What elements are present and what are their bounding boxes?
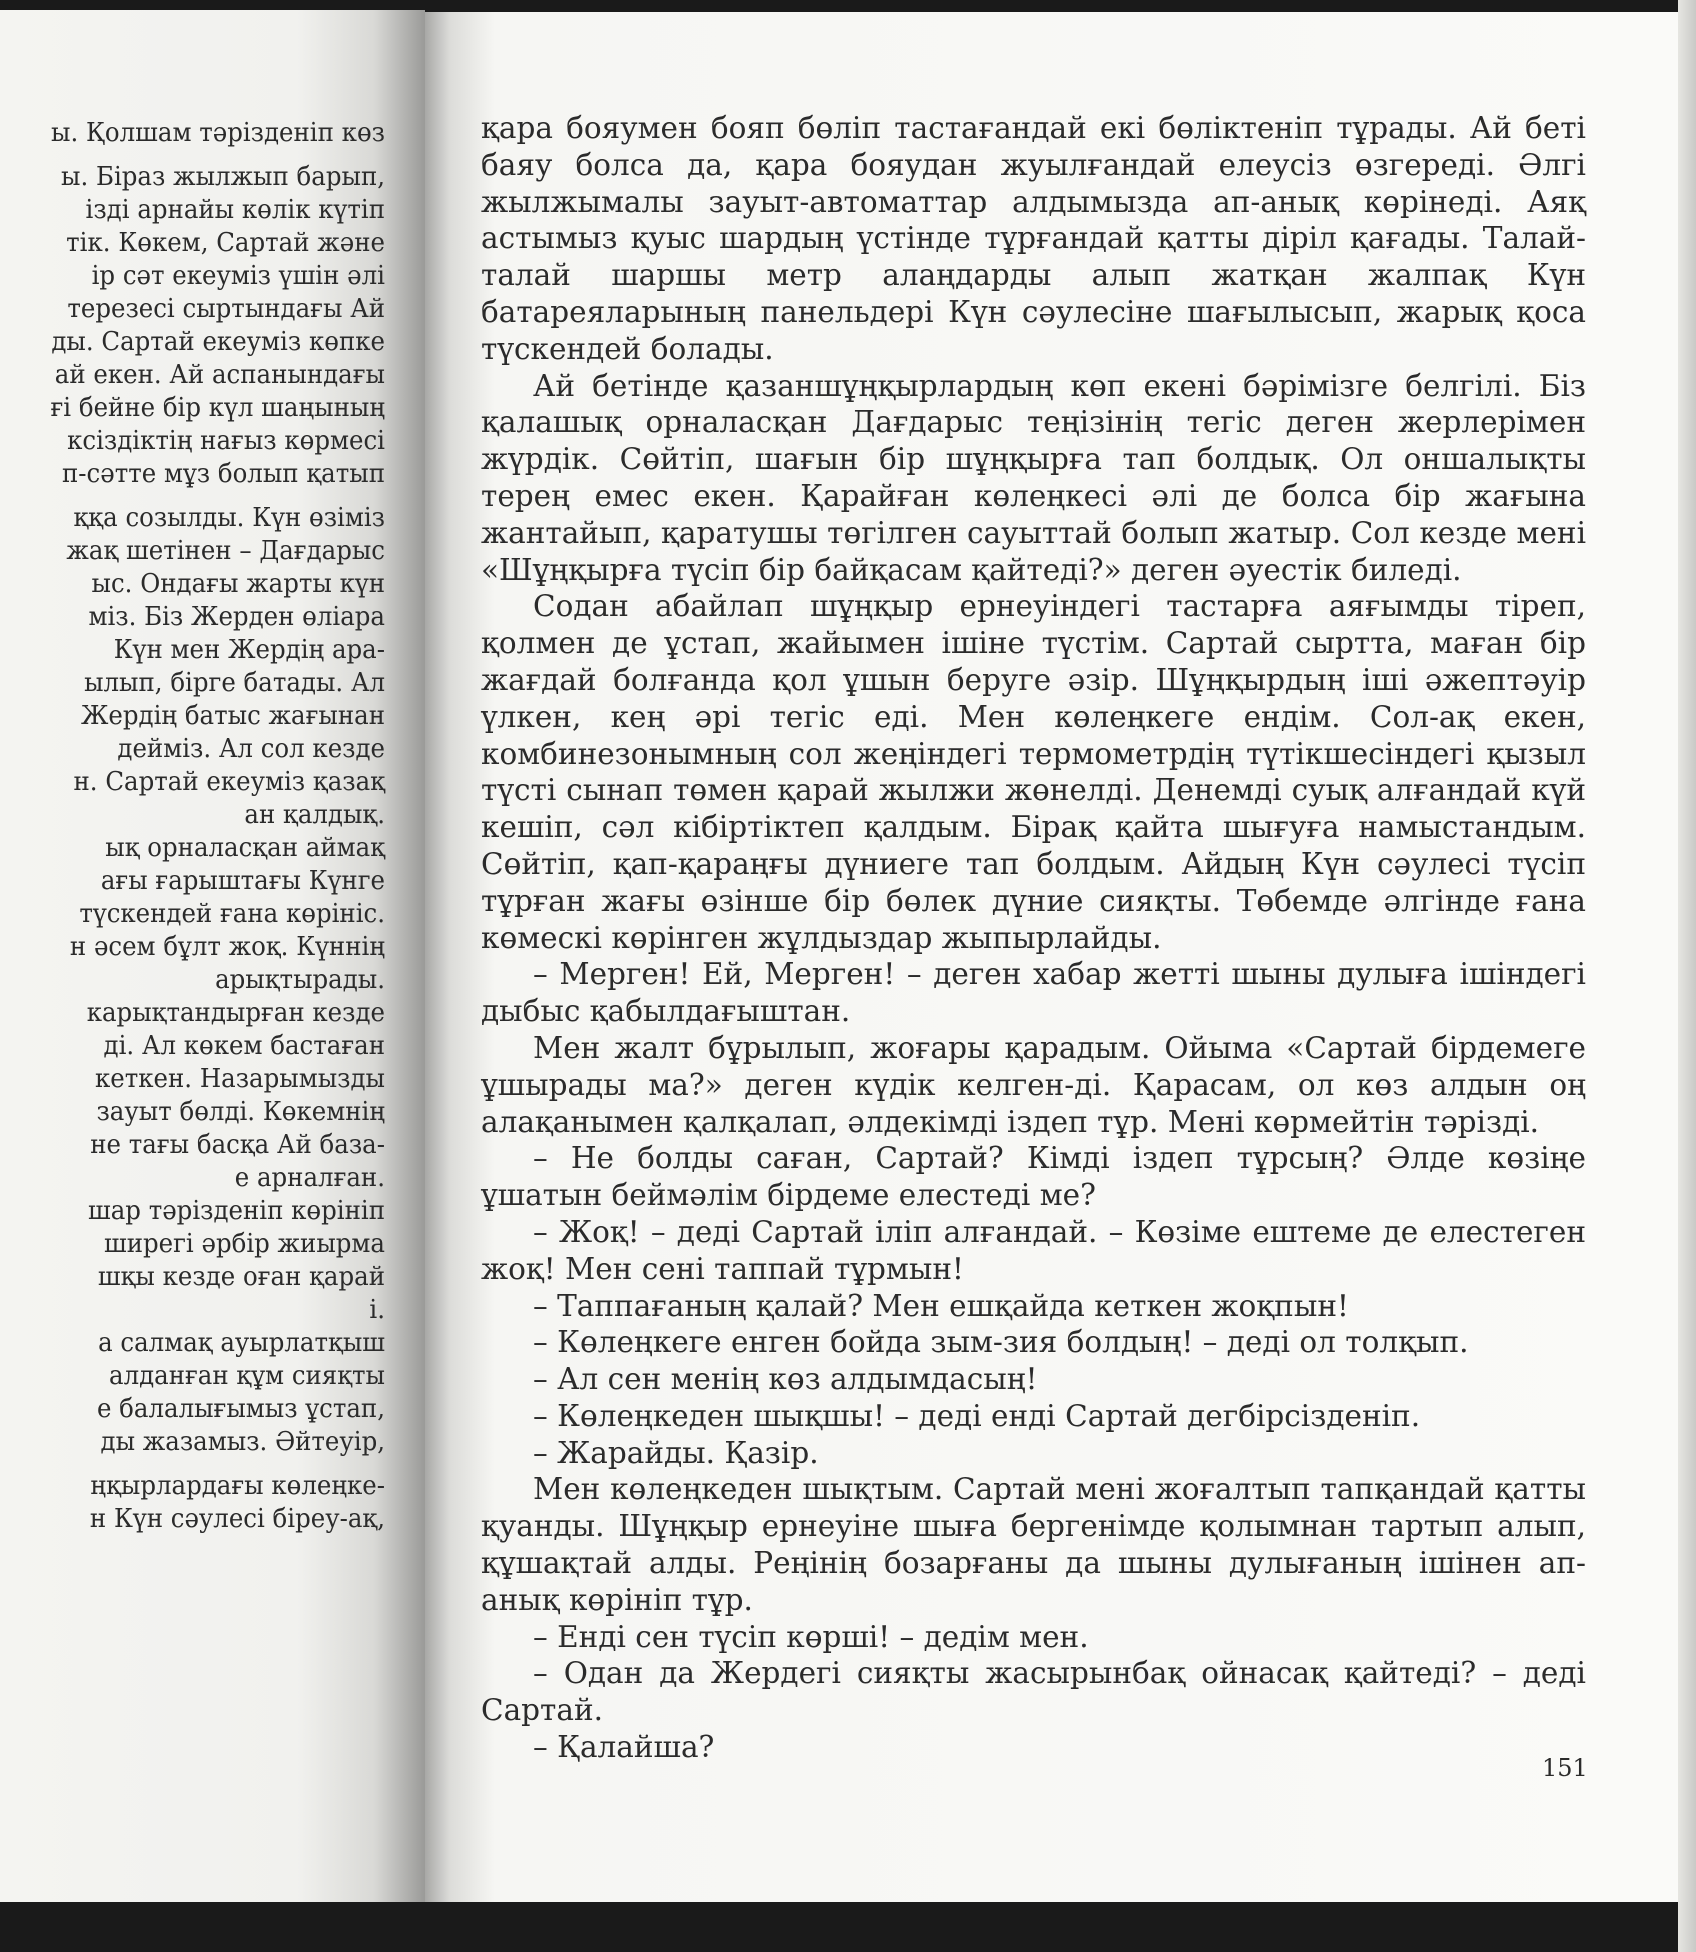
- left-page-line: не тағы басқа Ай база-: [90, 1130, 385, 1160]
- left-page-line: [0, 491, 385, 502]
- paragraph: Ай бетінде қазаншұңқырлардың көп екені бәрімізге белгілі. Біз қалашық орналасқан Дағдарыс теңізінің тегіс деген жерлерімен жүрдік. Сөйтіп, шағын бір шұңқырға тап болдық. Ол оншалықты терең емес екен. Қарайған көлеңкесі әлі де болса бір жағына жантайып, қаратушы төгілген сауыттай болып жатыр. Сол кезде мені «Шұңқырға түсіп бір байқасам қайтеді?» деген әуестік биледі.: [481, 368, 1586, 587]
- paragraph: – Көлеңкеден шықшы! – деді енді Сартай дегбірсізденіп.: [533, 1398, 1421, 1433]
- left-page-line: терезесі сыртындағы Ай: [67, 294, 386, 324]
- paragraph: Мен көлеңкеден шықтым. Сартай мені жоғалтып тапқандай қатты қуанды. Шұңқыр ернеуіне шыға бергенімде қолымнан тартып алып, құшақтай алды. Реңінің бозарғаны да шыны дулығаның ішінен ап-анық көрініп тұр.: [481, 1472, 1586, 1617]
- left-page-line: зауыт бөлді. Көкемнің: [96, 1097, 385, 1127]
- left-page-line: Жердің батыс жағынан: [80, 701, 385, 731]
- paragraph: – Көлеңкеге енген бойда зым-зия болдың! – деді ол толқып.: [533, 1325, 1469, 1360]
- paragraph: – Не болды саған, Сартай? Кімді іздеп тұрсың? Әлде көзіңе ұшатын беймәлім бірдеме елестеді ме?: [481, 1141, 1586, 1213]
- left-page-line: тік. Көкем, Сартай және: [66, 228, 385, 258]
- left-page-line: а салмақ ауырлатқыш: [98, 1328, 385, 1358]
- left-page: [0, 10, 425, 1902]
- left-page-line: ды. Сартай екеуміз көпке: [51, 327, 386, 357]
- left-page-line: ңқырлардағы көлеңке-: [90, 1471, 385, 1501]
- left-page-line: е арналған.: [234, 1163, 385, 1193]
- left-page-line: ы. Біраз жылжып барып,: [61, 162, 385, 192]
- paragraph: – Мерген! Ей, Мерген! – деген хабар жетті шыны дулыға ішіндегі дыбыс қабылдағыштан.: [481, 957, 1586, 1029]
- left-page-line: кеткен. Назарымызды: [94, 1064, 385, 1094]
- left-page-line: н әсем бұлт жоқ. Күннің: [69, 932, 385, 962]
- left-page-line: ы. Қолшам тәрізденіп көз: [51, 118, 385, 148]
- left-page-line: жақ шетінен – Дағдарыс: [66, 536, 385, 566]
- left-page-line: ққа созылды. Күн өзіміз: [73, 503, 385, 533]
- left-page-line: н. Сартай екеуміз қазақ: [73, 767, 385, 797]
- left-page-line: е балалығымыз ұстап,: [96, 1394, 385, 1424]
- right-page-text: [481, 110, 1586, 1766]
- paragraph: – Қалайша?: [533, 1730, 715, 1765]
- left-page-line: [0, 150, 385, 161]
- left-page-line: түскендей ғана көрініс.: [79, 899, 385, 929]
- left-page-line: карықтандырған кезде: [86, 998, 385, 1028]
- left-page-line: ай екен. Ай аспанындағы: [54, 360, 386, 390]
- paragraph: – Одан да Жердегі сияқты жасырынбақ ойнасақ қайтеді? – деді Сартай.: [481, 1656, 1586, 1728]
- left-page-line: дейміз. Ал сол кезде: [117, 734, 385, 764]
- left-page-line: ылып, бірге батады. Ал: [84, 668, 386, 698]
- left-page-line: шқы кезде оған қарай: [97, 1262, 386, 1292]
- left-page-line: шар тәрізденіп көрініп: [87, 1196, 385, 1226]
- left-page-line: Күн мен Жердің ара-: [113, 635, 385, 665]
- left-page-line: н Күн сәулесі біреу-ақ,: [89, 1504, 385, 1534]
- left-page-line: ір сәт екеуміз үшін әлі: [91, 261, 385, 291]
- left-page-line: ді. Ал көкем бастаған: [103, 1031, 385, 1061]
- paragraph: қара бояумен бояп бөліп тастағандай екі бөліктеніп тұрады. Ай беті баяу болса да, қара бояудан жуылғандай елеусіз өзгереді. Әлгі жылжымалы зауыт-автоматтар алдымызда ап-анық көрінеді. Аяқ астымыз қуыс шардың үстінде тұрғандай қатты діріл қағады. Талай-талай шаршы метр алаңдарды алып жатқан жалпақ Күн батареяларының панельдері Күн сәулесіне шағылысып, жарық қоса түскендей болады.: [481, 111, 1586, 366]
- left-page-line: ыс. Ондағы жарты күн: [91, 569, 385, 599]
- left-page-line: і.: [369, 1295, 385, 1325]
- page-stack-edge: [1678, 0, 1696, 1952]
- left-page-line: п-сәтте мұз болып қатып: [61, 459, 385, 489]
- right-page: [425, 12, 1696, 1902]
- left-page-line: ширегі әрбір жиырма: [103, 1229, 385, 1259]
- left-page-line: ізді арнайы көлік күтіп: [85, 195, 385, 225]
- left-page-line: алданған құм сияқты: [108, 1361, 385, 1391]
- paragraph: Содан абайлап шұңқыр ернеуіндегі тастарға аяғымды тіреп, қолмен де ұстап, жайымен ішіне түстім. Сартай сыртта, маған бір жағдай болғанда қол ұшын беруге әзір. Шұңқырдың іші әжептәуір үлкен, кең әрі тегіс еді. Мен көлеңкеге ендім. Сол-ақ екен, комбинезонымның сол жеңіндегі термометрдің түтікшесіндегі қызыл түсті сынап төмен қарай жылжи жөнелді. Денемді суық алғандай күй кешіп, сәл кібіртіктеп қалдым. Бірақ қайта шығуға намыстандым. Сөйтіп, қап-қараңғы дүниеге тап болдым. Айдың Күн сәулесі түсіп тұрған жағы өзінше бір бөлек дүние сияқты. Төбемде әлгінде ғана көмескі көрінген жұлдыздар жыпырлайды.: [481, 589, 1586, 955]
- paragraph: – Енді сен түсіп көрші! – дедім мен.: [533, 1619, 1089, 1654]
- left-page-line: ан қалдық.: [244, 800, 385, 830]
- left-page-line: ық орналасқан аймақ: [105, 833, 385, 863]
- left-page-line: [0, 1459, 385, 1470]
- paragraph: – Ал сен менің көз алдымдасың!: [533, 1362, 1038, 1397]
- left-page-line: міз. Біз Жерден өліара: [88, 602, 386, 632]
- paragraph: – Жарайды. Қазір.: [533, 1435, 819, 1470]
- left-page-line: ғі бейне бір күл шаңының: [50, 393, 385, 423]
- left-page-line: ксіздіктің нағыз көрмесі: [67, 426, 386, 456]
- paragraph: – Таппағаның қалай? Мен ешқайда кеткен жоқпын!: [533, 1288, 1349, 1323]
- page-number: 151: [1542, 1754, 1588, 1782]
- paragraph: – Жоқ! – деді Сартай іліп алғандай. – Көзіме ештеме де елестеген жоқ! Мен сені таппай тұрмын!: [481, 1214, 1586, 1286]
- left-page-text: [0, 117, 385, 1536]
- left-page-line: ды жазамыз. Әйтеуір,: [100, 1427, 385, 1457]
- left-page-line: арықтырады.: [215, 965, 385, 995]
- left-page-line: ағы ғарыштағы Күнге: [100, 866, 385, 896]
- paragraph: Мен жалт бұрылып, жоғары қарадым. Ойыма «Сартай бірдемеге ұшырады ма?» деген күдік келген-ді. Қарасам, ол көз алдын оң алақанымен қалқалап, әлдекімді іздеп тұр. Мені көрмейтін тәрізді.: [481, 1030, 1586, 1139]
